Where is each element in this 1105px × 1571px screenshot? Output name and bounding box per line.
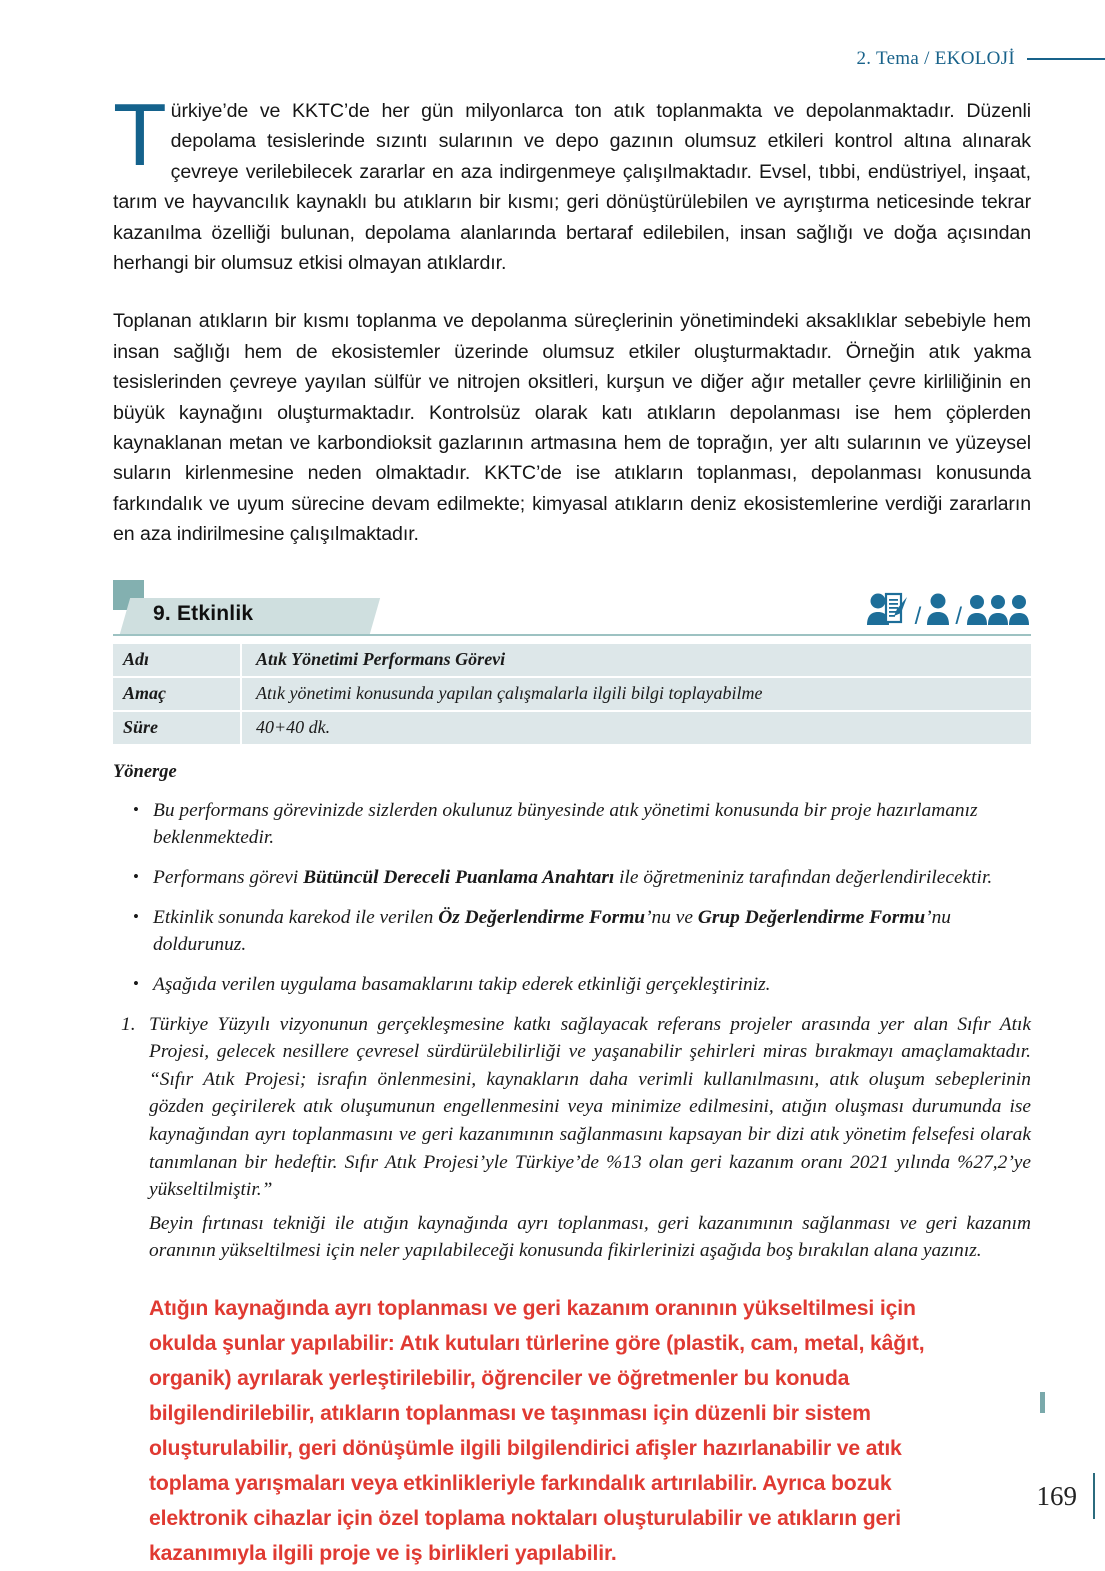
bullet-text-pre: Etkinlik sonunda karekod ile verilen bbox=[153, 906, 439, 928]
bullet-text-pre: Aşağıda verilen uygulama basamaklarını takip ederek etkinliği gerçekleştiriniz. bbox=[153, 973, 771, 995]
icon-separator-1: / bbox=[914, 602, 922, 630]
bullet-text-mid: ’nu ve bbox=[645, 906, 698, 928]
info-row-label: Adı bbox=[113, 644, 241, 677]
header-rule bbox=[1027, 58, 1105, 60]
bullet-text-pre: Bu performans görevinizde sizlerden okulunuz bünyesinde atık yönetimi konusunda bir proje hazırlamanız beklenmektedir. bbox=[153, 799, 978, 848]
list-item bbox=[113, 864, 1031, 891]
list-item bbox=[113, 904, 1031, 958]
person-with-clipboard-icon bbox=[866, 592, 910, 631]
page-running-header bbox=[0, 44, 1105, 74]
table-row bbox=[113, 677, 1031, 711]
step-number: 1. bbox=[121, 1013, 136, 1035]
bullet-text-pre: Performans görevi bbox=[153, 866, 304, 888]
table-row bbox=[113, 644, 1031, 677]
table-row bbox=[113, 711, 1031, 744]
bullet-text-bold: Bütüncül Dereceli Puanlama Anahtarı bbox=[303, 866, 615, 888]
page-number: 169 bbox=[1036, 1480, 1077, 1511]
step-followup-text: Beyin fırtınası tekniği ile atığın kaynağında ayrı toplanması, geri kazanımının sağlanması ve geri kazanım oranının yükseltilmesi için neler yapılabileceği konusunda fikirlerinizi aşağıda boş bırakılan alana yazınız. bbox=[149, 1212, 1031, 1262]
step-text: Türkiye Yüzyılı vizyonunun gerçekleşmesine katkı sağlayacak referans projeler arasında yer alan Sıfır Atık Projesi, gelecek nesillere çevresel sürdürülebilirliği ve yaşanabilir şehirleri miras bırakmayı amaçlamaktadır. “Sıfır Atık Projesi; israfın önlenmesini, kaynakların daha verimli kullanılmasını, atık oluşum sebeplerinin gözden geçirilerek atık oluşumunun engellenmesini veya minimize edilmesini, atığın oluşması durumunda ise kaynağından ayrı toplanmasını ve geri kazanımının sağlanmasını kapsayan bir dizi atık yönetim felsefesi olarak tanımlanan bir hedeftir. Sıfır Atık Projesi’yle Türkiye’de %13 olan geri kazanım oranı 2021 yılında %27,2’ye yükseltilmiştir.” bbox=[149, 1013, 1031, 1201]
group-of-three-people-icon bbox=[967, 592, 1029, 631]
activity-info-table bbox=[113, 644, 1031, 744]
application-steps-list bbox=[113, 1011, 1031, 1204]
list-item bbox=[113, 1011, 1031, 1204]
info-row-label: Süre bbox=[113, 711, 241, 744]
footer-rule bbox=[1093, 1473, 1095, 1519]
single-person-icon bbox=[926, 592, 950, 631]
yonerge-bullet-list bbox=[113, 797, 1031, 998]
activity-label: 9. Etkinlik bbox=[153, 601, 254, 625]
intro-paragraph-2: Toplanan atıkların bir kısmı toplanma ve depolanma süreçlerinin yönetimindeki aksaklıklar sebebiyle hem insan sağlığı hem de ekosistemler üzerinde olumsuz etkiler oluşturmaktadır. Örneğin atık yakma tesislerinden çevreye yayılan sülfür ve nitrojen oksitleri, kurşun ve diğer ağır metaller çevre kirliliğinin en büyük kaynağını oluşturmaktadır. Kontrolsüz olarak katı atıkların depolanması ise hem çöplerden kaynaklanan metan ve karbondioksit gazlarının artmasına hem de toprağın, yer altı sularının ve yüzeysel suların kirlenmesine neden olmaktadır. KKTC’de ise atıkların toplanması, depolanması konusunda farkındalık ve uyum sürecine devam edilmekte; kimyasal atıkların deniz ekosistemlerine verdiği zararların en aza indirilmesine çalışılmaktadır. bbox=[113, 310, 1031, 546]
student-answer-text: Atığın kaynağında ayrı toplanması ve geri kazanım oranının yükseltilmesi için okulda şunlar yapılabilir: Atık kutuları türlerine göre (plastik, cam, metal, kâğıt, organik) ayrılarak yerleştirilebilir, öğrenciler ve öğretmenler bu konuda bilgilendirilebilir, atıkların toplanması ve taşınması için düzenli bir sistem oluşturulabilir, geri dönüşümle ilgili bilgilendirici afişler hazırlanabilir ve atık toplama yarışmaları veya etkinlikleriyle farkındalık artırılabilir. Ayrıca bozuk elektronik cihazlar için özel toplama noktaları oluşturulabilir ve atıkların geri kazanımıyla ilgili proje ve iş birlikleri yapılabilir. bbox=[149, 1297, 925, 1566]
bullet-text-mid: ile öğretmeniniz tarafından değerlendirilecektir. bbox=[614, 866, 993, 888]
bullet-text-bold: Öz Değerlendirme Formu bbox=[438, 906, 646, 928]
info-row-value: Atık Yönetimi Performans Görevi bbox=[241, 644, 1031, 677]
info-row-value: 40+40 dk. bbox=[256, 716, 331, 737]
page-content bbox=[113, 85, 1031, 1571]
margin-tick-mark bbox=[1040, 1392, 1045, 1413]
yonerge-heading: Yönerge bbox=[113, 761, 177, 782]
running-head-text: 2. Tema / EKOLOJİ bbox=[856, 48, 1015, 69]
list-item bbox=[113, 797, 1031, 851]
intro-paragraph-1-text: ürkiye’de ve KKTC’de her gün milyonlarca ton atık toplanmakta ve depolanmaktadır. Düzenli depolama tesislerinde sızıntı sularının ve depo gazının olumsuz etkileri kontrol altına alınarak çevreye verilebilecek zararlar en aza indirgenmeye çalışılmaktadır. Evsel, tıbbi, endüstriyel, inşaat, tarım ve hayvancılık kaynaklı bu atıkların bir kısmı; geri dönüştürülebilen ve ayrıştırma neticesinde tekrar kazanılma özelliği bulunan, depolama alanlarında bertaraf edilebilen, insan sağlığı ve doğa açısından herhangi bir olumsuz etkisi olmayan atıklardır. bbox=[113, 100, 1031, 275]
bullet-text-post: ’nu doldurunuz. bbox=[153, 906, 952, 955]
intro-paragraph-1 bbox=[113, 85, 1031, 278]
icon-separator-2: / bbox=[955, 602, 962, 630]
info-row-value: Atık yönetimi konusunda yapılan çalışmalarla ilgili bilgi toplayabilme bbox=[241, 677, 1031, 711]
info-row-label: Amaç bbox=[113, 677, 241, 711]
bullet-text-bold-2: Grup Değerlendirme Formu bbox=[697, 906, 926, 928]
page-footer bbox=[1037, 1473, 1096, 1519]
activity-header bbox=[113, 580, 1031, 636]
drop-cap-letter: T bbox=[113, 85, 167, 184]
activity-grouping-icons bbox=[866, 592, 1029, 631]
list-item bbox=[113, 971, 1031, 998]
activity-divider-rule bbox=[113, 634, 1031, 636]
